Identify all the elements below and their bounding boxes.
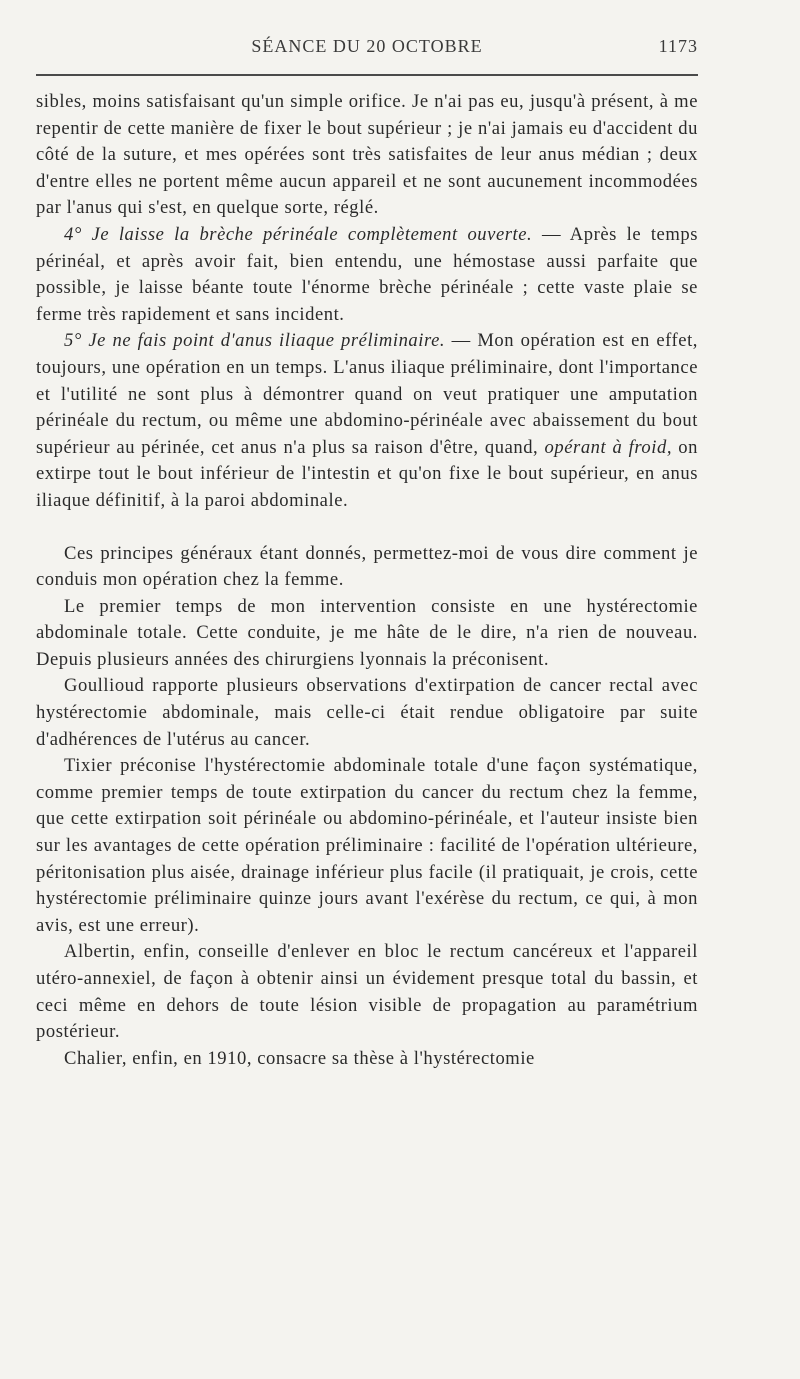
paragraph-4: [36, 541, 698, 594]
paragraph-lead-italic: 5° Je ne fais point d'anus iliaque préliminaire.: [64, 330, 446, 352]
paragraph-7: [36, 753, 698, 939]
paragraph-text: Ces principes généraux étant donnés, permettez-moi de vous dire comment je conduis mon opération chez la femme.: [36, 542, 698, 591]
header-title: SÉANCE DU 20 OCTOBRE: [251, 36, 483, 56]
paragraph-6: [36, 673, 698, 753]
document-page: [36, 30, 698, 1360]
paragraph-text: — Mon opération est en effet, toujours, une opération en un temps. L'anus iliaque préliminaire, dont l'importance et l'utilité ne sont plus à démontrer quand on veut pratiquer une amputation périnéale du rectum, ou même une abdomino-périnéale avec abaissement du bout supérieur au périnée, cet anus n'a plus sa raison d'être, quand,: [36, 330, 698, 458]
paragraph-8: [36, 939, 698, 1045]
paragraph-text: Goullioud rapporte plusieurs observations d'extirpation de cancer rectal avec hystérectomie abdominale, mais celle-ci était rendue obligatoire par suite d'adhérences de l'utérus au cancer.: [36, 675, 698, 750]
paragraph-text: Albertin, enfin, conseille d'enlever en bloc le rectum cancéreux et l'appareil utéro-annexiel, de façon à obtenir ainsi un évidement presque total du bassin, et ceci même en dehors de toute lésion visible de propagation au paramétrium postérieur.: [36, 941, 698, 1043]
paragraph-2: [36, 222, 698, 328]
paragraph-lead-italic: 4° Je laisse la brèche périnéale complètement ouverte.: [64, 223, 533, 245]
page-number: 1173: [658, 36, 698, 56]
paragraph-inline-italic: opérant à froid,: [544, 436, 673, 458]
paragraph-text: sibles, moins satisfaisant qu'un simple orifice. Je n'ai pas eu, jusqu'à présent, à me repentir de cette manière de fixer le bout supérieur ; je n'ai jamais eu d'accident du côté de la suture, et mes opérées sont très satisfaites de leur anus médian ; deux d'entre elles ne portent même aucun appareil et ne sont aucunement incommodées par l'anus qui s'est, en quelque sorte, réglé.: [36, 91, 698, 219]
paragraph-9: [36, 1046, 698, 1073]
body-text: [36, 89, 698, 1072]
header-rule: [36, 74, 698, 76]
paragraph-3: [36, 328, 698, 514]
paragraph-5: [36, 594, 698, 674]
paragraph-tail: on extirpe tout le bout inférieur de l'intestin et qu'on fixe le bout supérieur, en anus iliaque définitif, à la paroi abdominale.: [36, 436, 698, 511]
paragraph-text: Le premier temps de mon intervention consiste en une hystérectomie abdominale totale. Cette conduite, je me hâte de le dire, n'a rien de nouveau. Depuis plusieurs années des chirurgiens lyonnais la préconisent.: [36, 595, 698, 670]
paragraph-text: Chalier, enfin, en 1910, consacre sa thèse à l'hystérectomie: [64, 1047, 535, 1069]
paragraph-text: Tixier préconise l'hystérectomie abdominale totale d'une façon systématique, comme premier temps de toute extirpation du cancer du rectum chez la femme, que cette extirpation soit périnéale ou abdomino-périnéale, et l'auteur insiste bien sur les avantages de cette opération préliminaire : facilité de l'opération ultérieure, péritonisation plus aisée, drainage inférieur plus facile (il pratiquait, je crois, cette hystérectomie préliminaire quinze jours avant l'exérèse du rectum, ce qui, à mon avis, est une erreur).: [36, 755, 698, 936]
paragraph-text: — Après le temps périnéal, et après avoir fait, bien entendu, une hémostase aussi parfaite que possible, je laisse béante toute l'énorme brèche périnéale ; cette vaste plaie se ferme très rapidement et sans incident.: [36, 223, 698, 325]
paragraph-1: [36, 89, 698, 222]
running-header: [36, 30, 698, 60]
